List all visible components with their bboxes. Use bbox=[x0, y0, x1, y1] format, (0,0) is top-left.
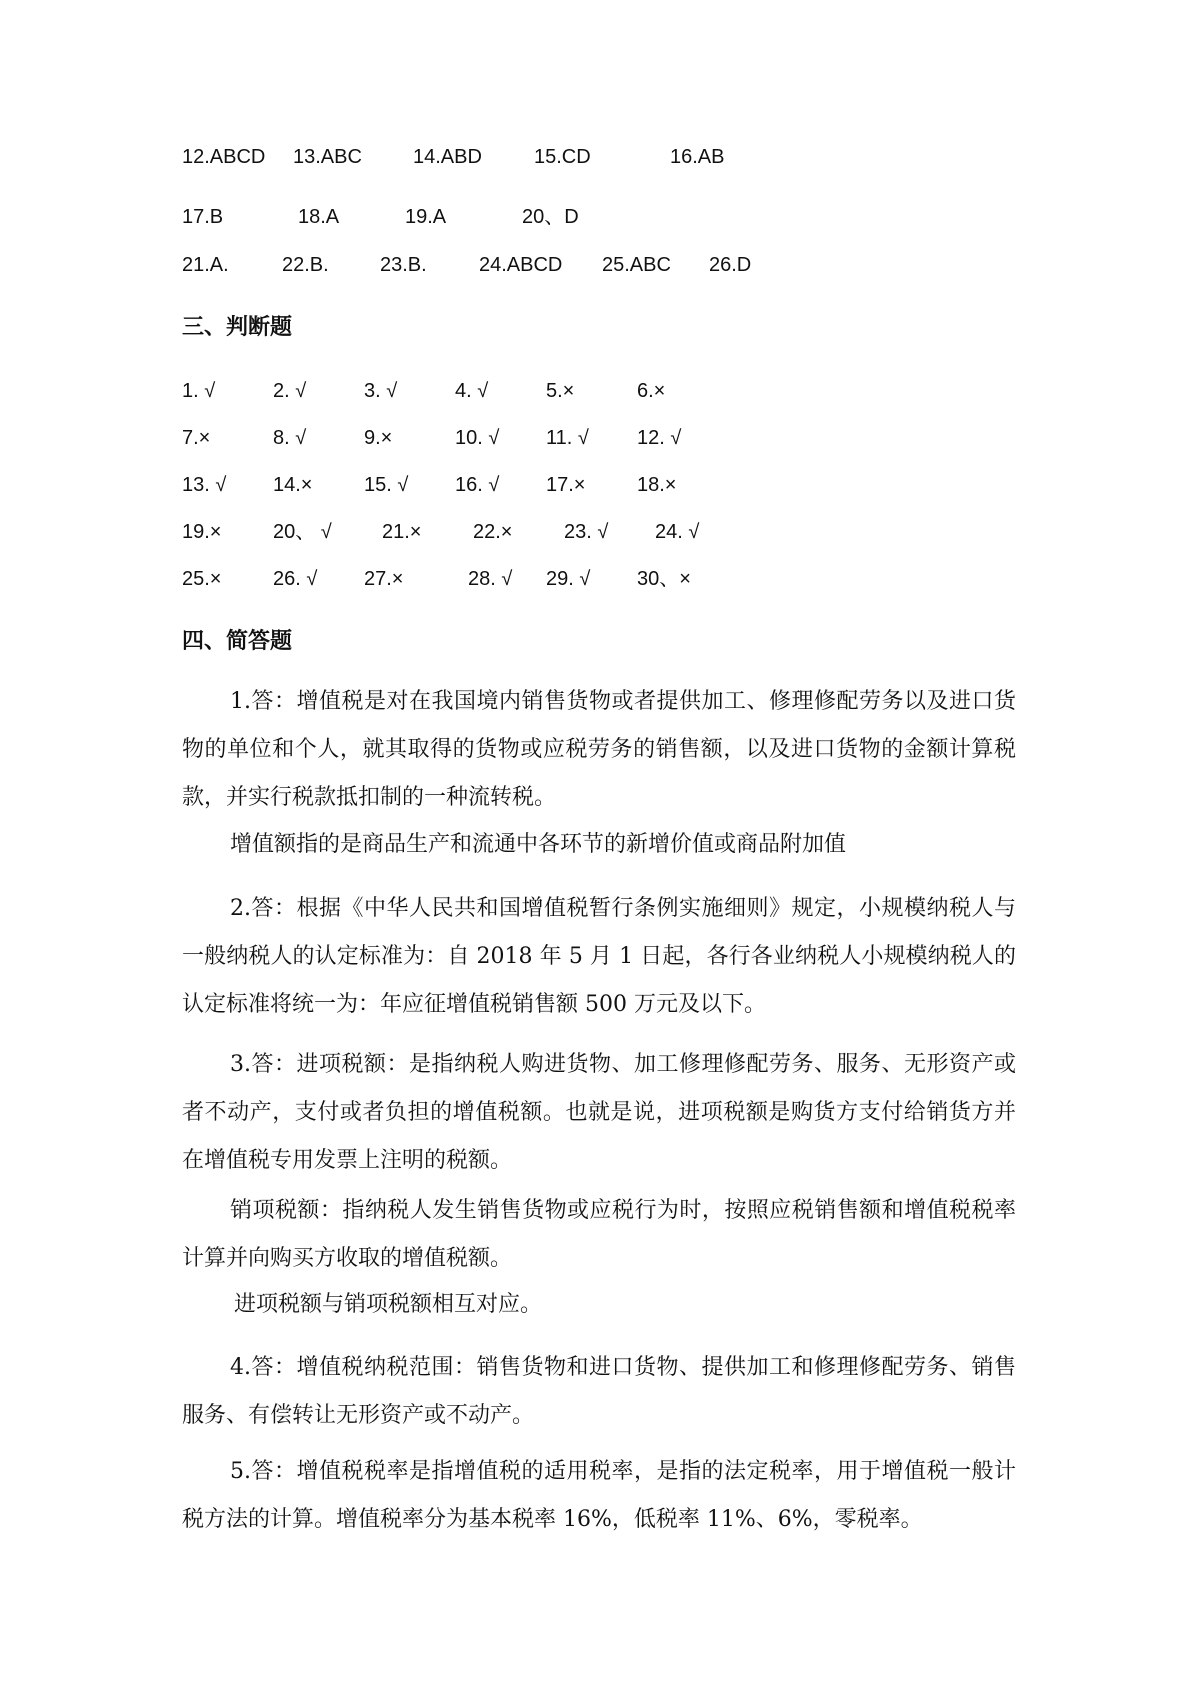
tf-answer: 20、 √ bbox=[273, 521, 332, 543]
tf-answer: 5.× bbox=[546, 380, 575, 402]
mc-answer: 24.ABCD bbox=[479, 254, 563, 276]
mc-answer: 17.B bbox=[182, 206, 224, 228]
answer-3-conclusion: 进项税额与销项税额相互对应。 bbox=[234, 1292, 543, 1317]
tf-answer: 30、× bbox=[637, 568, 691, 590]
mc-answer: 15.CD bbox=[534, 146, 591, 168]
answer-1-note: 增值额指的是商品生产和流通中各环节的新增价值或商品附加值 bbox=[230, 832, 847, 857]
mc-answer: 25.ABC bbox=[602, 254, 671, 276]
tf-answer: 9.× bbox=[364, 427, 393, 449]
tf-answer: 2. √ bbox=[273, 380, 307, 402]
tf-answer: 18.× bbox=[637, 474, 677, 496]
mc-answer: 13.ABC bbox=[293, 146, 362, 168]
tf-answer: 1. √ bbox=[182, 380, 216, 402]
section-heading-short-answer: 四、简答题 bbox=[182, 629, 293, 654]
mc-answer: 22.B. bbox=[282, 254, 329, 276]
tf-answer: 6.× bbox=[637, 380, 666, 402]
mc-answer: 18.A bbox=[298, 206, 340, 228]
tf-answer: 23. √ bbox=[564, 521, 609, 543]
tf-answer: 10. √ bbox=[455, 427, 500, 449]
answer-3-note: 销项税额：指纳税人发生销售货物或应税行为时，按照应税销售额和增值税税率计算并向购买方收取的增值税额。 bbox=[182, 1198, 1016, 1271]
answer-4: 4.答：增值税纳税范围：销售货物和进口货物、提供加工和修理修配劳务、销售服务、有偿转让无形资产或不动产。 bbox=[182, 1355, 1016, 1428]
answer-3: 3.答：进项税额：是指纳税人购进货物、加工修理修配劳务、服务、无形资产或者不动产，支付或者负担的增值税额。也就是说，进项税额是购货方支付给销货方并在增值税专用发票上注明的税额。 bbox=[182, 1052, 1016, 1173]
tf-answer: 16. √ bbox=[455, 474, 500, 496]
mc-answer: 16.AB bbox=[670, 146, 725, 168]
tf-answer: 11. √ bbox=[546, 427, 589, 449]
answer-2: 2.答：根据《中华人民共和国增值税暂行条例实施细则》规定，小规模纳税人与一般纳税人的认定标准为：自 2018 年 5 月 1 日起，各行各业纳税人小规模纳税人的认定标准将统一为：年应征增值税销售额 500 万元及以下。 bbox=[182, 896, 1016, 1017]
answer-5: 5.答：增值税税率是指增值税的适用税率，是指的法定税率，用于增值税一般计税方法的计算。增值税率分为基本税率 16%，低税率 11%、6%，零税率。 bbox=[182, 1459, 1016, 1532]
mc-answer: 23.B. bbox=[380, 254, 427, 276]
mc-answer: 14.ABD bbox=[413, 146, 482, 168]
tf-answer: 17.× bbox=[546, 474, 586, 496]
mc-answer: 26.D bbox=[709, 254, 752, 276]
tf-answer: 7.× bbox=[182, 427, 211, 449]
tf-answer: 3. √ bbox=[364, 380, 398, 402]
tf-answer: 29. √ bbox=[546, 568, 591, 590]
tf-answer: 8. √ bbox=[273, 427, 307, 449]
tf-answer: 15. √ bbox=[364, 474, 409, 496]
mc-answer: 19.A bbox=[405, 206, 447, 228]
tf-answer: 12. √ bbox=[637, 427, 682, 449]
tf-answer: 28. √ bbox=[468, 568, 513, 590]
tf-answer: 13. √ bbox=[182, 474, 227, 496]
mc-answer: 21.A. bbox=[182, 254, 229, 276]
tf-answer: 21.× bbox=[382, 521, 422, 543]
tf-answer: 25.× bbox=[182, 568, 222, 590]
answer-1: 1.答：增值税是对在我国境内销售货物或者提供加工、修理修配劳务以及进口货物的单位和个人，就其取得的货物或应税劳务的销售额，以及进口货物的金额计算税款，并实行税款抵扣制的一种流转税。 bbox=[182, 689, 1016, 810]
mc-answer: 20、D bbox=[522, 206, 579, 228]
tf-answer: 24. √ bbox=[655, 521, 700, 543]
tf-answer: 27.× bbox=[364, 568, 404, 590]
tf-answer: 19.× bbox=[182, 521, 222, 543]
mc-answer: 12.ABCD bbox=[182, 146, 266, 168]
section-heading-true-false: 三、判断题 bbox=[182, 315, 293, 340]
tf-answer: 26. √ bbox=[273, 568, 318, 590]
tf-answer: 22.× bbox=[473, 521, 513, 543]
tf-answer: 14.× bbox=[273, 474, 313, 496]
tf-answer: 4. √ bbox=[455, 380, 489, 402]
